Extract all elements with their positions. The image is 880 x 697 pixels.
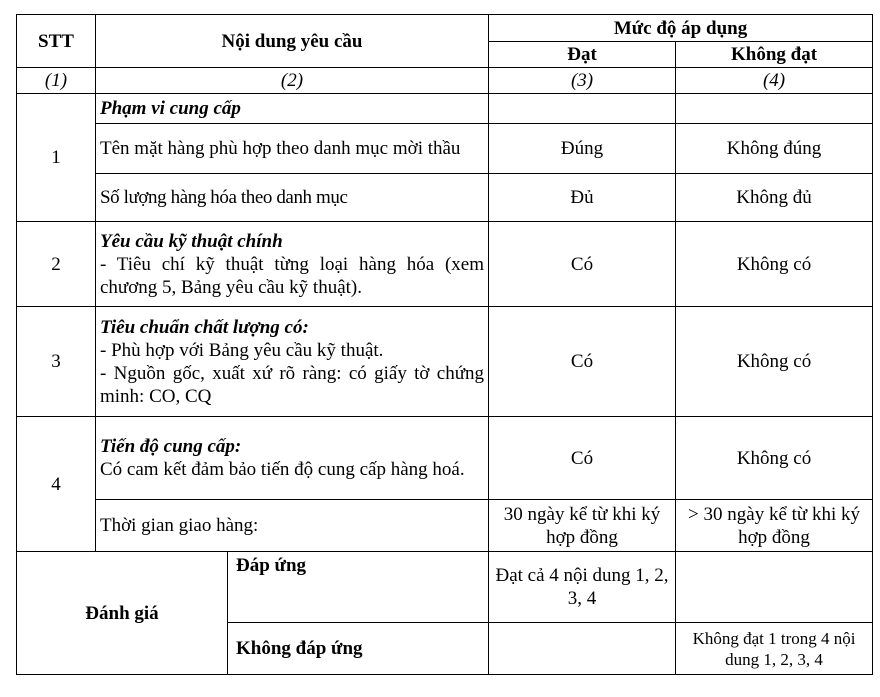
- section-title: Tiến độ cung cấp:: [100, 436, 242, 457]
- requirement-line: - Tiêu chí kỹ thuật từng loại hàng hóa (xem chương 5, Bảng yêu cầu kỹ thuật).: [100, 253, 485, 298]
- not-meets-label: Không đáp ứng: [228, 623, 489, 675]
- requirement-text: Tên mặt hàng phù hợp theo danh mục mời thầu: [96, 124, 489, 174]
- header-requirement: Nội dung yêu cầu: [96, 15, 489, 68]
- pass-cell: Có: [489, 417, 676, 500]
- requirement-text: Số lượng hàng hóa theo danh mục: [96, 174, 489, 222]
- fail-cell: Không có: [676, 307, 873, 417]
- table-row: [17, 417, 873, 500]
- column-number: (3): [489, 68, 676, 94]
- section-title: Yêu cầu kỹ thuật chính: [100, 230, 283, 252]
- pass-cell: Có: [489, 307, 676, 417]
- evaluation-label: Đánh giá: [17, 552, 228, 675]
- requirement-cell: [96, 417, 489, 500]
- meets-label: Đáp ứng: [228, 552, 489, 623]
- row-stt: 4: [17, 417, 96, 552]
- table-row: [17, 124, 873, 174]
- criteria-table: [16, 14, 873, 675]
- table-row: [17, 222, 873, 307]
- requirement-line: Có cam kết đảm bảo tiến độ cung cấp hàng hoá.: [100, 459, 465, 480]
- row-stt: 1: [17, 94, 96, 222]
- column-number: (1): [17, 68, 96, 94]
- requirement-cell: [96, 307, 489, 417]
- requirement-line: - Nguồn gốc, xuất xứ rõ ràng: có giấy tờ chứng minh: CO, CQ: [100, 362, 485, 407]
- fail-cell: [676, 94, 873, 124]
- header-stt: STT: [17, 15, 96, 68]
- row-stt: 2: [17, 222, 96, 307]
- evaluation-row: [17, 552, 873, 623]
- pass-cell: Đủ: [489, 174, 676, 222]
- table-row: [17, 307, 873, 417]
- pass-cell: Đạt cả 4 nội dung 1, 2, 3, 4: [489, 552, 676, 623]
- fail-cell: Không đủ: [676, 174, 873, 222]
- table-row: [17, 94, 873, 124]
- pass-cell: Đúng: [489, 124, 676, 174]
- section-title: Tiêu chuẩn chất lượng có:: [100, 316, 309, 338]
- table-row: [17, 174, 873, 222]
- column-number: (4): [676, 68, 873, 94]
- table-row: [17, 500, 873, 552]
- row-stt: 3: [17, 307, 96, 417]
- header-pass: Đạt: [489, 42, 676, 68]
- section-title: Phạm vi cung cấp: [96, 94, 489, 124]
- header-level: Mức độ áp dụng: [489, 15, 873, 42]
- pass-cell: [489, 94, 676, 124]
- fail-cell: Không có: [676, 222, 873, 307]
- fail-cell: Không có: [676, 417, 873, 500]
- header-fail: Không đạt: [676, 42, 873, 68]
- column-number-row: [17, 68, 873, 94]
- requirement-text: Thời gian giao hàng:: [96, 500, 489, 552]
- requirement-line: - Phù hợp với Bảng yêu cầu kỹ thuật.: [100, 339, 384, 361]
- pass-cell: Có: [489, 222, 676, 307]
- fail-cell: [676, 552, 873, 623]
- fail-cell: > 30 ngày kể từ khi ký hợp đồng: [676, 500, 873, 552]
- column-number: (2): [96, 68, 489, 94]
- pass-cell: 30 ngày kể từ khi ký hợp đồng: [489, 500, 676, 552]
- requirement-cell: [96, 222, 489, 307]
- pass-cell: [489, 623, 676, 675]
- fail-cell: Không đúng: [676, 124, 873, 174]
- fail-cell: Không đạt 1 trong 4 nội dung 1, 2, 3, 4: [676, 623, 873, 675]
